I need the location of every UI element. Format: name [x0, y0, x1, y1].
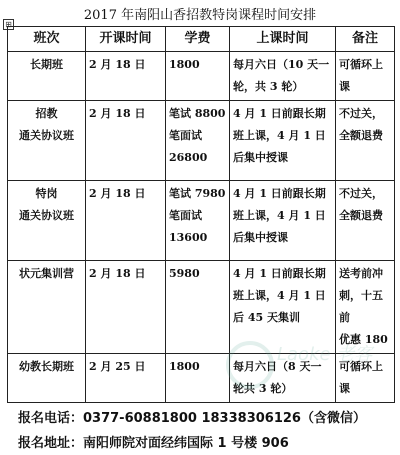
cell-class-time-line: 班上课，4 月 1 日: [233, 209, 326, 222]
cell-remarks-line: 不过关，: [339, 107, 383, 120]
cell-class-time-line: 轮，共 3 轮）: [233, 80, 304, 93]
cell-remarks: [336, 354, 395, 403]
cell-tuition: [166, 181, 230, 261]
cell-tuition-line: 笔面试 13600: [169, 209, 208, 244]
cell-remarks-line: 可循环上: [339, 360, 383, 373]
cell-tuition: [166, 261, 230, 354]
table-header-row: [8, 27, 395, 52]
cell-class-time-line: 4 月 1 日前跟长期: [233, 267, 326, 280]
header-class-time: 上课时间: [230, 27, 336, 52]
cell-class-name-line: 特岗: [35, 187, 58, 200]
cell-remarks-line: 送考前冲: [339, 267, 383, 280]
cell-class-time: [230, 101, 336, 181]
cell-class-time-line: 后集中授课: [233, 151, 288, 164]
cell-remarks: [336, 261, 395, 354]
cell-class-time: [230, 52, 336, 101]
cell-remarks-line: 课: [339, 382, 350, 395]
cell-class-time: [230, 261, 336, 354]
cell-remarks-line: 可循环上: [339, 58, 383, 71]
cell-class-time-line: 每月六日（10 天一: [233, 58, 330, 71]
cell-class-name-line: 状元集训营: [19, 267, 74, 280]
cell-class-name-line: 长期班: [30, 58, 63, 71]
document-title: 2017 年南阳山香招教特岗课程时间安排: [83, 8, 317, 23]
cell-tuition-line: 笔试 7980: [169, 187, 226, 200]
cell-class-name-line: 幼教长期班: [19, 360, 74, 373]
cell-class-time-line: 班上课，4 月 1 日: [233, 289, 326, 302]
cell-class-name: [8, 354, 86, 403]
cell-class-name: [8, 101, 86, 181]
header-class: 班次: [8, 27, 86, 52]
table-row: [8, 101, 395, 181]
cell-class-time-line: 4 月 1 日前跟长期: [233, 107, 326, 120]
cell-tuition-line: 笔试 8800: [169, 107, 226, 120]
cell-start-date: 2 月 18 日: [86, 261, 166, 354]
contact-address: 报名地址：南阳师院对面经纬国际 1 号楼 906: [18, 436, 289, 451]
cell-tuition: [166, 101, 230, 181]
cell-remarks-line: 课: [339, 80, 350, 93]
table-row: [8, 52, 395, 101]
cell-class-name-line: 招教: [35, 107, 58, 120]
cell-start-date: 2 月 18 日: [86, 181, 166, 261]
header-tuition: 学费: [166, 27, 230, 52]
cell-class-name: [8, 181, 86, 261]
cell-tuition-line: 笔面试 26800: [169, 129, 208, 164]
table-row: [8, 261, 395, 354]
cell-class-time-line: 后 45 天集训: [233, 311, 300, 324]
cell-class-name-line: 通关协议班: [19, 129, 74, 142]
cell-start-date: 2 月 18 日: [86, 52, 166, 101]
cell-class-name: [8, 52, 86, 101]
cell-remarks-line: 优惠 180: [339, 333, 388, 346]
cell-class-time-line: 4 月 1 日前跟长期: [233, 187, 326, 200]
table-row: [8, 181, 395, 261]
cell-class-time-line: 后集中授课: [233, 231, 288, 244]
cell-class-time-line: 班上课，4 月 1 日: [233, 129, 326, 142]
svg-text:Laoke 老客: Laoke 老客: [277, 344, 373, 365]
header-start-date: 开课时间: [86, 27, 166, 52]
cell-remarks-line: 不过关，: [339, 187, 383, 200]
cell-tuition-line: 1800: [169, 58, 200, 71]
cell-start-date: 2 月 18 日: [86, 101, 166, 181]
cell-start-date: 2 月 25 日: [86, 354, 166, 403]
cell-remarks: [336, 181, 395, 261]
cell-class-time-line: 每月六日（8 天一: [233, 360, 322, 373]
contact-phone: 报名电话：0377-60881800 18338306126（含微信）: [18, 411, 366, 426]
cell-tuition-line: 5980: [169, 267, 200, 280]
schedule-table: [7, 26, 395, 403]
table-anchor-icon[interactable]: ⊞: [3, 19, 14, 30]
table-row: [8, 354, 395, 403]
cell-remarks-line: 刺，十五前: [339, 289, 383, 324]
cell-class-name: [8, 261, 86, 354]
cell-tuition-line: 1800: [169, 360, 200, 373]
cell-class-time: [230, 181, 336, 261]
cell-remarks-line: 全额退费: [339, 129, 383, 142]
cell-remarks: [336, 52, 395, 101]
cell-class-time: [230, 354, 336, 403]
cell-class-time-line: 轮共 3 轮）: [233, 382, 293, 395]
cell-tuition: [166, 52, 230, 101]
cell-class-name-line: 通关协议班: [19, 209, 74, 222]
cell-remarks: [336, 101, 395, 181]
cell-tuition: [166, 354, 230, 403]
cell-remarks-line: 全额退费: [339, 209, 383, 222]
header-remarks: 备注: [336, 27, 395, 52]
